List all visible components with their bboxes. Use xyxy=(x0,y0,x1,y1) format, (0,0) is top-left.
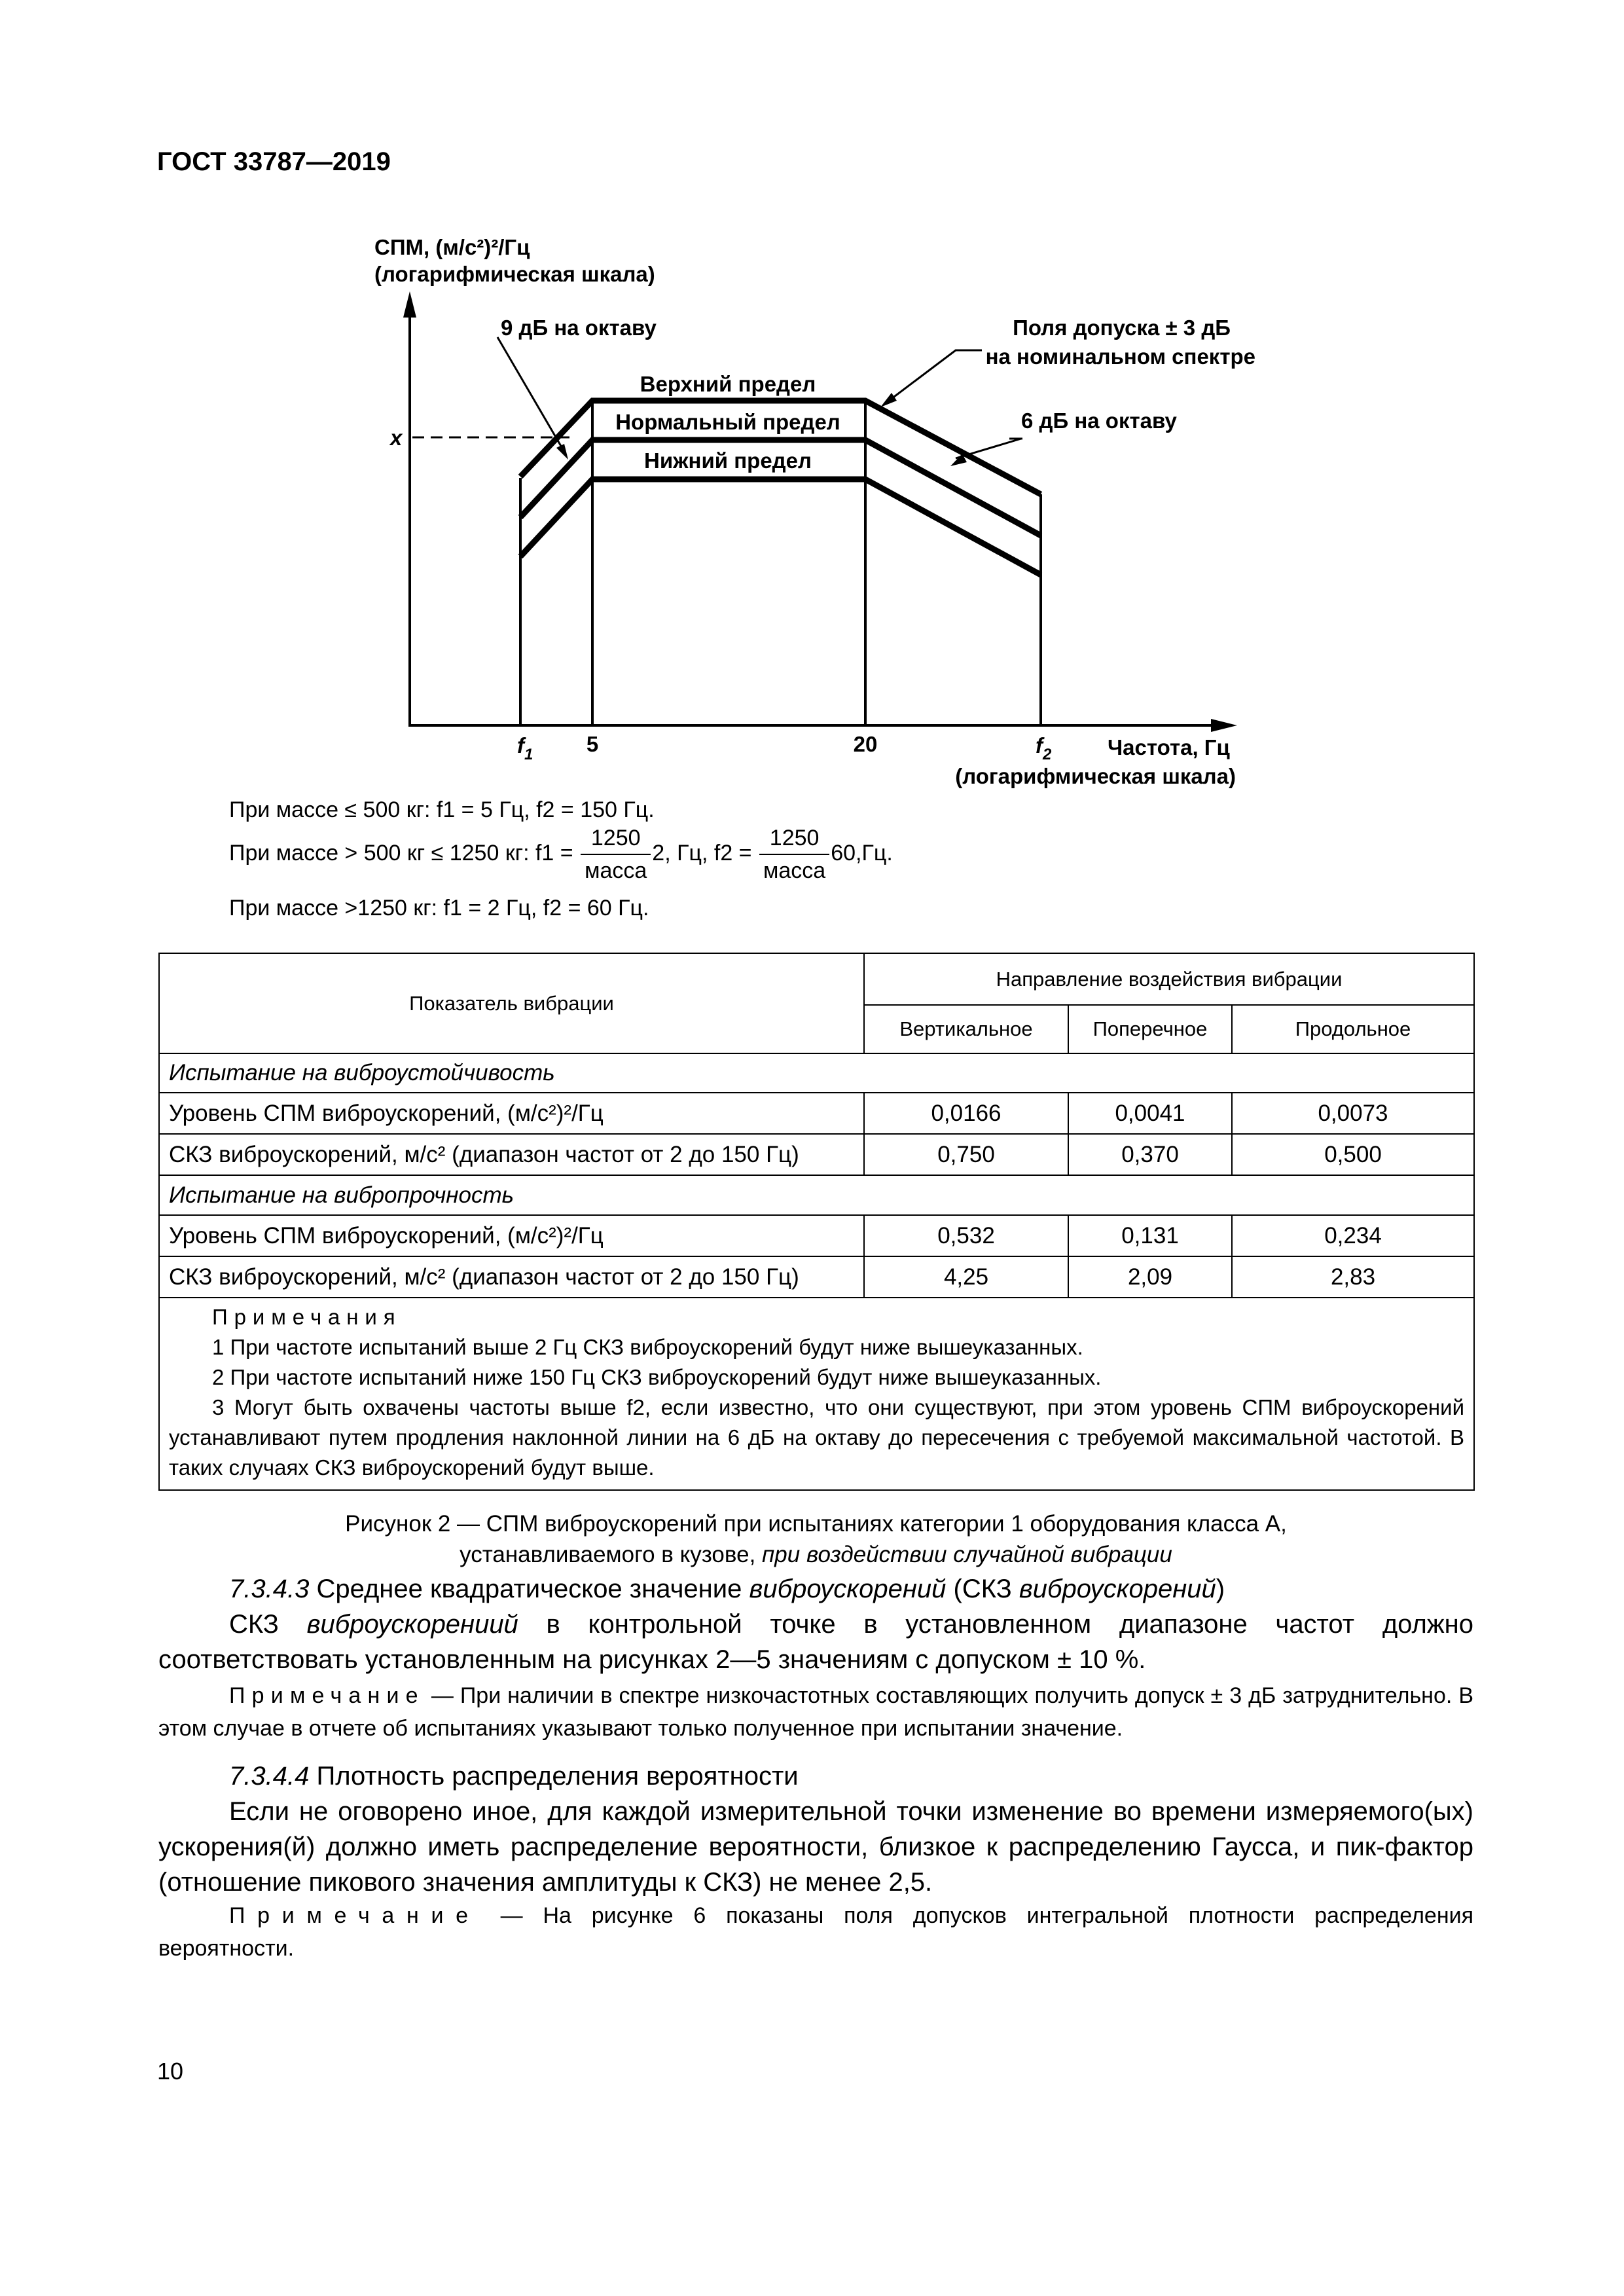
formula-2-mid: 2, Гц, f2 = xyxy=(652,840,752,866)
x-tick-x: x xyxy=(390,426,403,450)
vibration-table xyxy=(158,953,1475,1491)
notes-title: Примечания xyxy=(212,1305,402,1329)
cell-value: 2,09 xyxy=(1068,1256,1232,1298)
caption-line-1: Рисунок 2 — СПМ виброускорений при испытаниях категории 1 оборудования класса А, xyxy=(345,1511,1287,1537)
section-7343 xyxy=(158,1571,1473,1677)
formula-2-prefix: При массе > 500 кг ≤ 1250 кг: f1 = xyxy=(229,840,573,866)
note-3: 3 Могут быть охвачены частоты выше f2, если известно, что они существуют, при этом уровень СПМ виброускорений устанавливают путем продления наклонной линии на 6 дБ на октаву до пересечения с требуемой максимальной частотой. В таких случаях СКЗ виброускорений будут выше. xyxy=(169,1395,1465,1480)
leader-9db-arrow xyxy=(556,444,568,460)
y-axis-sublabel: (логарифмическая шкала) xyxy=(374,262,655,286)
section-7343-note: Примечание — При наличии в спектре низкочастотных составляющих получить допуск ± 3 дБ затруднительно. В этом случае в отчете об испытаниях указывают только полученное при испытании значение. xyxy=(158,1683,1473,1741)
cell-value: 0,0166 xyxy=(864,1093,1068,1134)
cell-value: 2,83 xyxy=(1232,1256,1474,1298)
fraction-2: $\frac{1250}{\text{масса}}$ xyxy=(759,824,829,885)
x-axis-arrow xyxy=(1211,719,1237,732)
header-direction: Направление воздействия вибрации xyxy=(864,953,1474,1005)
label-normal-limit: Нормальный предел xyxy=(615,410,840,434)
cell-value: 0,131 xyxy=(1068,1215,1232,1256)
note-1: 1 При частоте испытаний выше 2 Гц СКЗ виброускорений будут ниже вышеуказанных. xyxy=(212,1335,1083,1359)
tick-20: 20 xyxy=(853,732,878,756)
section-7344-note: Примечание — На рисунке 6 показаны поля допусков интегральной плотности распределения вероятности. xyxy=(158,1903,1473,1961)
leader-tolerance-arrow xyxy=(880,393,897,407)
cell-value: 0,500 xyxy=(1232,1134,1474,1175)
fraction-1: $\frac{1250}{\text{масса}}$ xyxy=(581,824,651,885)
table-row xyxy=(159,1215,1474,1256)
leader-tolerance xyxy=(889,350,982,401)
label-upper-limit: Верхний предел xyxy=(640,372,816,396)
cell-value: 0,370 xyxy=(1068,1134,1232,1175)
y-axis-arrow xyxy=(403,291,416,318)
document-header: ГОСТ 33787—2019 xyxy=(157,147,391,176)
table-row xyxy=(159,1093,1474,1134)
leader-6db xyxy=(956,439,1021,458)
header-parameter: Показатель вибрации xyxy=(159,953,864,1053)
section-7344-title: 7.3.4.4 Плотность распределения вероятности xyxy=(229,1762,799,1791)
section-row-strength: Испытание на вибропрочность xyxy=(159,1175,1474,1215)
tick-f2: $f_2$ xyxy=(1036,733,1052,763)
header-vertical: Вертикальное xyxy=(864,1005,1068,1053)
table-row xyxy=(159,1256,1474,1298)
cell-value: 0,750 xyxy=(864,1134,1068,1175)
formula-2-suffix: 60,Гц. xyxy=(831,840,893,866)
note-2: 2 При частоте испытаний ниже 150 Гц СКЗ виброускорений будут ниже вышеуказанных. xyxy=(212,1365,1102,1389)
psd-diagram xyxy=(0,0,1624,812)
cell-value: 0,0041 xyxy=(1068,1093,1232,1134)
x-axis-sublabel: (логарифмическая шкала) xyxy=(955,764,1236,788)
tick-5: 5 xyxy=(586,732,599,756)
row-label: Уровень СПМ виброускорений, (м/с²)²/Гц xyxy=(159,1215,864,1256)
x-axis-label: Частота, Гц xyxy=(1108,735,1230,759)
page-number: 10 xyxy=(157,2058,184,2085)
header-transverse: Поперечное xyxy=(1068,1005,1232,1053)
cell-value: 0,0073 xyxy=(1232,1093,1474,1134)
cell-value: 0,532 xyxy=(864,1215,1068,1256)
cell-value: 0,234 xyxy=(1232,1215,1474,1256)
label-tolerance-line1: Поля допуска ± 3 дБ xyxy=(1013,316,1231,340)
caption-line-2: устанавливаемого в кузове, при воздействии случайной вибрации xyxy=(460,1542,1172,1567)
label-6db-octave: 6 дБ на октаву xyxy=(1021,409,1177,433)
section-7343-title: 7.3.4.3 Среднее квадратическое значение виброускорений (СКЗ виброускорений) xyxy=(229,1575,1225,1603)
formula-line-3: При массе >1250 кг: f1 = 2 Гц, f2 = 60 Гц. xyxy=(229,896,649,920)
section-7344 xyxy=(158,1758,1473,1900)
row-label: СКЗ виброускорений, м/с² (диапазон частот от 2 до 150 Гц) xyxy=(159,1134,864,1175)
section-row-stability: Испытание на виброустойчивость xyxy=(159,1053,1474,1093)
row-label: СКЗ виброускорений, м/с² (диапазон частот от 2 до 150 Гц) xyxy=(159,1256,864,1298)
section-7344-text: Если не оговорено иное, для каждой измерительной точки изменение во времени измеряемого(ых) ускорения(й) должно иметь распределение вероятности, близкое к распределению Гаусса, и пик-фактор (отношение пикового значения амплитуды к СКЗ) не менее 2,5. xyxy=(158,1797,1473,1897)
formula-line-1: При массе ≤ 500 кг: f1 = 5 Гц, f2 = 150 Гц. xyxy=(229,797,655,822)
header-longitudinal: Продольное xyxy=(1232,1005,1474,1053)
label-tolerance-line2: на номинальном спектре xyxy=(985,344,1255,369)
formula-line-2 xyxy=(229,824,893,885)
figure-caption xyxy=(158,1508,1473,1570)
label-9db-octave: 9 дБ на октаву xyxy=(501,316,657,340)
tick-f1: $f_1$ xyxy=(517,733,533,763)
table-row xyxy=(159,1134,1474,1175)
label-lower-limit: Нижний предел xyxy=(644,448,812,473)
y-axis-label: СПМ, (м/с²)²/Гц xyxy=(374,235,530,259)
cell-value: 4,25 xyxy=(864,1256,1068,1298)
table-notes xyxy=(159,1298,1474,1490)
section-7343-text: СКЗ виброускорениий в контрольной точке в установленном диапазоне частот должно соответствовать установленным на рисунках 2—5 значениям с допуском ± 10 %. xyxy=(158,1610,1473,1674)
row-label: Уровень СПМ виброускорений, (м/с²)²/Гц xyxy=(159,1093,864,1134)
